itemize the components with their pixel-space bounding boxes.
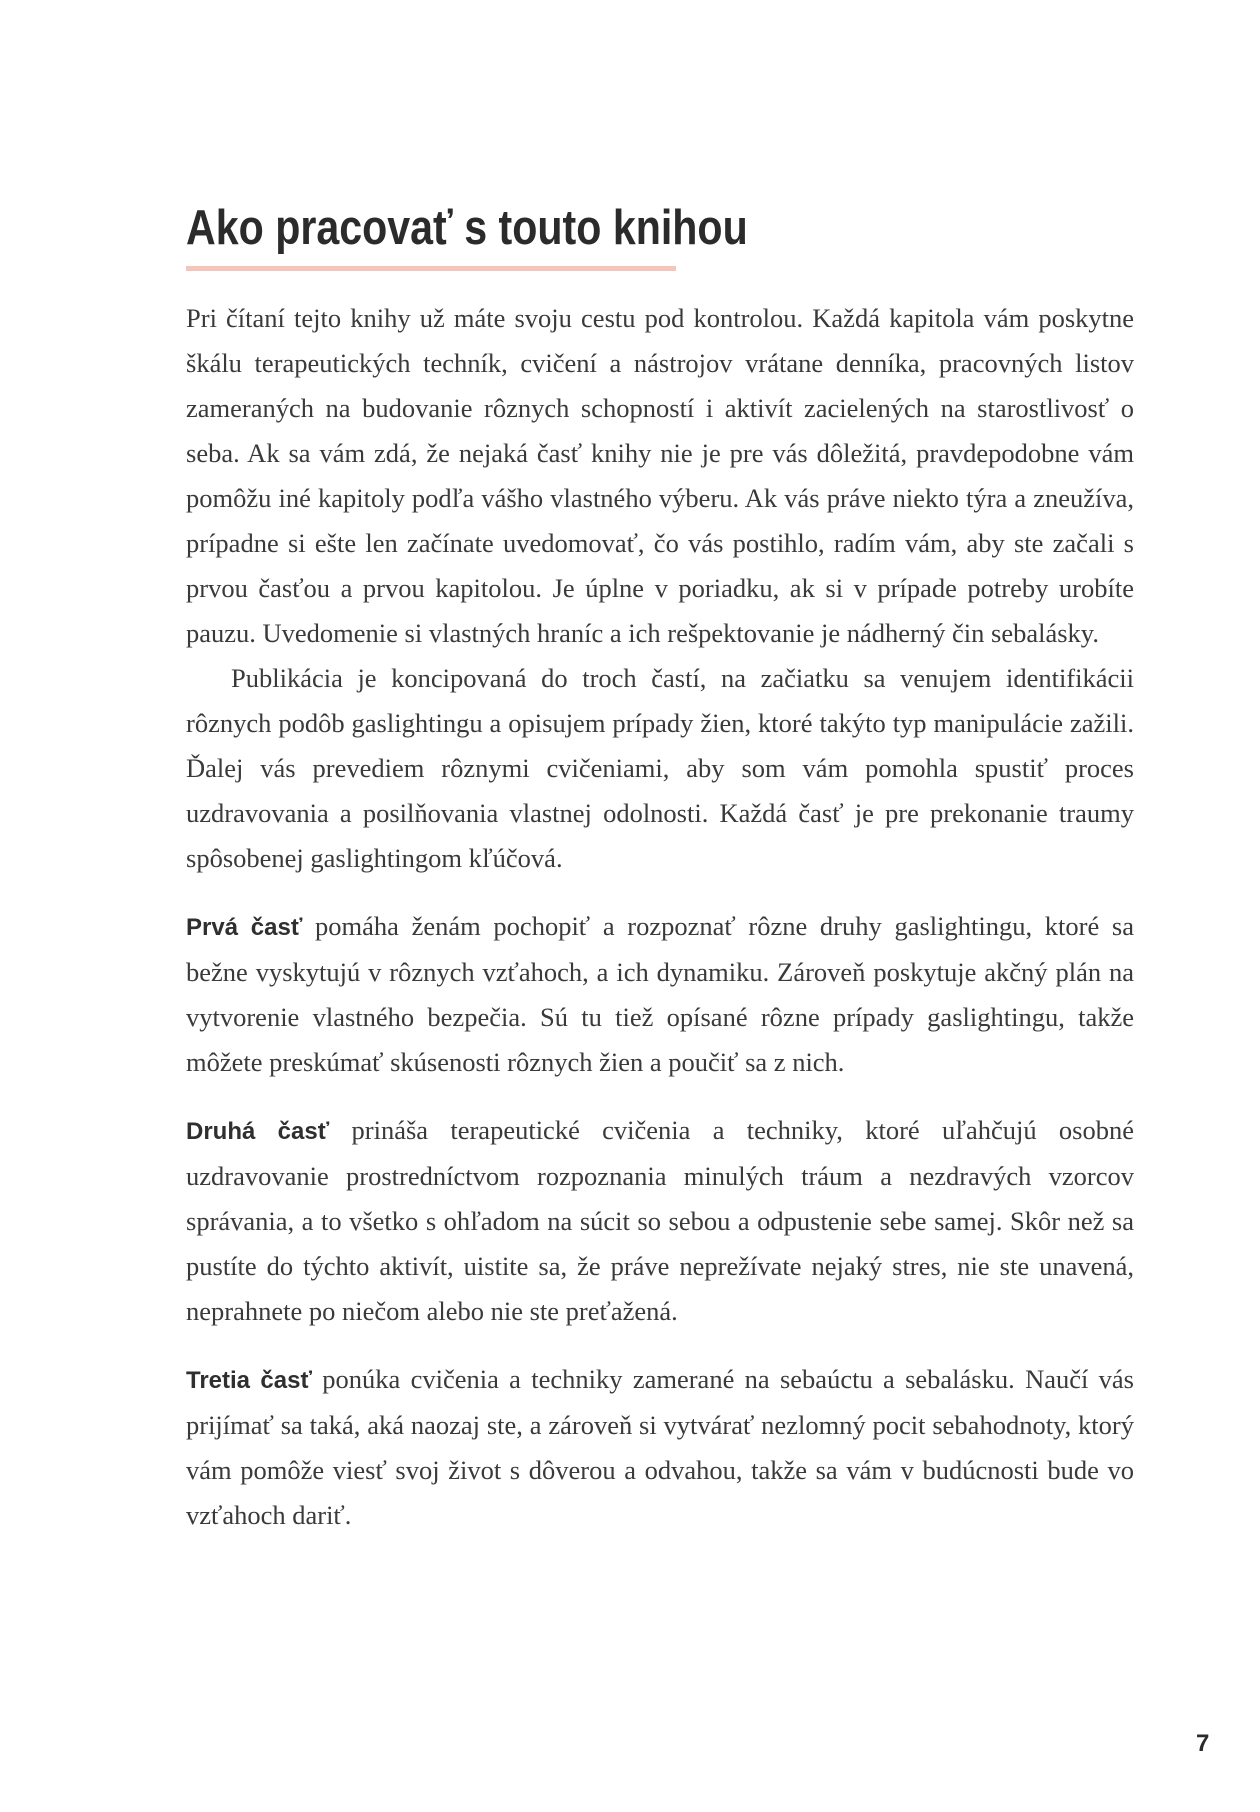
structure-paragraph: Publikácia je koncipovaná do troch častí, na začiatku sa venujem identifikácii rôznych podôb gaslightingu a opisujem prípady žien, ktoré takýto typ manipulácie zažili. Ďalej vás prevediem rôznymi cvičeniami, aby som vám pomohla spustiť proces uzdravovania a posilňovania vlastnej odolnosti. Každá časť je pre prekonanie traumy spôsobenej gaslightingom kľúčová.	[186, 663, 1134, 873]
section-part-two	[186, 1108, 1134, 1334]
section-text: prináša terapeutické cvičenia a techniky, ktoré uľahčujú osobné uzdravovanie prostredníctvom rozpoznania minulých tráum a nezdravých vzorcov správania, a to všetko s ohľadom na súcit so sebou a odpustenie sebe samej. Skôr než sa pustíte do týchto aktivít, uistite sa, že práve neprežívate nejaký stres, nie ste unavená, neprahnete po niečom alebo nie ste preťažená.	[186, 1115, 1134, 1326]
section-lead: Druhá časť	[186, 1118, 330, 1145]
body-text	[186, 296, 1134, 1538]
section-text: ponúka cvičenia a techniky zamerané na sebaúctu a sebalásku. Naučí vás prijímať sa taká, aká naozaj ste, a zároveň si vytvárať nezlomný pocit sebahodnoty, ktorý vám pomôže viesť svoj život s dôverou a odvahou, takže sa vám v budúcnosti bude vo vzťahoch dariť.	[186, 1364, 1134, 1530]
page-title: Ako pracovať s touto knihou	[186, 201, 748, 255]
section-text: pomáha ženám pochopiť a rozpoznať rôzne druhy gaslightingu, ktoré sa bežne vyskytujú v rôznych vzťahoch, a ich dynamiku. Zároveň poskytuje akčný plán na vytvorenie vlastného bezpečia. Sú tu tiež opísané rôzne prípady gaslightingu, takže môžete preskúmať skúsenosti rôznych žien a poučiť sa z nich.	[186, 911, 1135, 1077]
title-underline	[186, 266, 676, 271]
section-part-one	[186, 904, 1134, 1085]
section-part-three	[186, 1357, 1134, 1538]
page-number: 7	[1196, 1730, 1210, 1757]
section-lead: Prvá časť	[186, 914, 303, 941]
intro-paragraph: Pri čítaní tejto knihy už máte svoju cestu pod kontrolou. Každá kapitola vám poskytne škálu terapeutických techník, cvičení a nástrojov vrátane denníka, pracovných listov zameraných na budovanie rôznych schopností i aktivít zacielených na starostlivosť o seba. Ak sa vám zdá, že nejaká časť knihy nie je pre vás dôležitá, pravdepodobne vám pomôžu iné kapitoly podľa vášho vlastného výberu. Ak vás práve niekto týra a zneužíva, prípadne si ešte len začínate uvedomovať, čo vás postihlo, radím vám, aby ste začali s prvou časťou a prvou kapitolou. Je úplne v poriadku, ak si v prípade potreby urobíte pauzu. Uvedomenie si vlastných hraníc a ich rešpektovanie je nádherný čin sebalásky.	[186, 303, 1134, 648]
section-lead: Tretia časť	[186, 1367, 312, 1394]
